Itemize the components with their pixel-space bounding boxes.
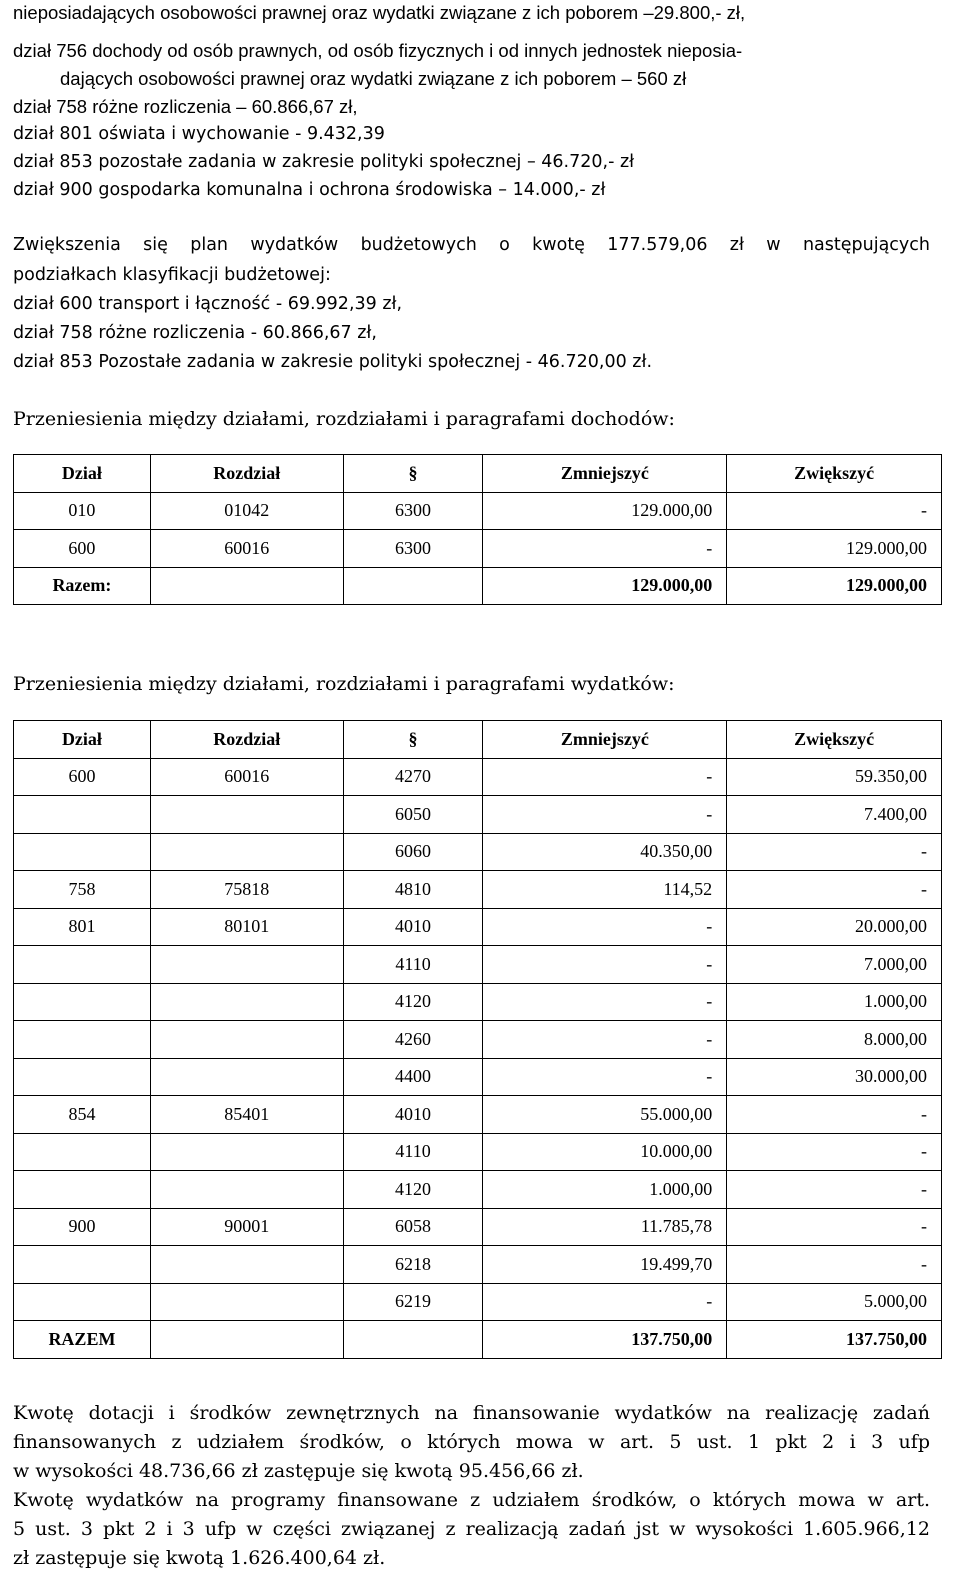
cell-rozdzial: 80101 bbox=[150, 908, 343, 946]
header-paragraph: § bbox=[343, 455, 483, 493]
cell-dzial bbox=[14, 833, 151, 871]
total-label: RAZEM bbox=[14, 1321, 151, 1359]
cell-zwiekszyc: - bbox=[727, 492, 942, 530]
cell-dzial: 900 bbox=[14, 1208, 151, 1246]
expense-table bbox=[13, 720, 942, 1359]
cell-zwiekszyc: - bbox=[727, 1171, 942, 1209]
closing-p2-line-2: 5 ust. 3 pkt 2 i 3 ufp w części związanej z realizacją zadań jst w wysokości 1.605.966,12 bbox=[13, 1518, 930, 1540]
closing-paragraph-1 bbox=[13, 1399, 930, 1486]
cell-rozdzial: 75818 bbox=[150, 871, 343, 909]
cell-empty bbox=[343, 567, 483, 605]
table-row bbox=[14, 1208, 942, 1246]
header-paragraph: § bbox=[343, 721, 483, 759]
cell-dzial: 600 bbox=[14, 530, 151, 568]
cell-empty bbox=[343, 1321, 483, 1359]
cell-zmniejszyc: - bbox=[483, 796, 727, 834]
cell-zwiekszyc: 59.350,00 bbox=[727, 758, 942, 796]
cell-dzial bbox=[14, 1058, 151, 1096]
intro-line-3: dających osobowości prawnej oraz wydatki związane z ich poborem – 560 zł bbox=[60, 68, 687, 89]
total-zmniejszyc: 137.750,00 bbox=[483, 1321, 727, 1359]
table-row bbox=[14, 983, 942, 1021]
cell-dzial bbox=[14, 1283, 151, 1321]
cell-zwiekszyc: - bbox=[727, 1208, 942, 1246]
cell-paragraph: 4110 bbox=[343, 1133, 483, 1171]
cell-paragraph: 6219 bbox=[343, 1283, 483, 1321]
table-row bbox=[14, 492, 942, 530]
table-row bbox=[14, 530, 942, 568]
cell-zmniejszyc: 55.000,00 bbox=[483, 1096, 727, 1134]
cell-dzial: 854 bbox=[14, 1096, 151, 1134]
cell-zmniejszyc: 129.000,00 bbox=[483, 492, 727, 530]
header-zwiekszyc: Zwiększyć bbox=[727, 455, 942, 493]
cell-rozdzial bbox=[150, 1171, 343, 1209]
cell-empty bbox=[150, 567, 343, 605]
table-row bbox=[14, 1021, 942, 1059]
cell-zmniejszyc: 10.000,00 bbox=[483, 1133, 727, 1171]
table-row bbox=[14, 1283, 942, 1321]
cell-zwiekszyc: - bbox=[727, 833, 942, 871]
cell-dzial bbox=[14, 1246, 151, 1284]
header-rozdzial: Rozdział bbox=[150, 721, 343, 759]
cell-zmniejszyc: - bbox=[483, 946, 727, 984]
cell-zmniejszyc: - bbox=[483, 908, 727, 946]
intro-line-5: dział 801 oświata i wychowanie - 9.432,39 bbox=[13, 124, 385, 144]
cell-zmniejszyc: - bbox=[483, 1021, 727, 1059]
cell-zmniejszyc: - bbox=[483, 758, 727, 796]
cell-dzial bbox=[14, 796, 151, 834]
income-header-row bbox=[14, 455, 942, 493]
income-heading: Przeniesienia między działami, rozdziałami i paragrafami dochodów: bbox=[13, 408, 675, 430]
cell-empty bbox=[150, 1321, 343, 1359]
increase-item-600: dział 600 transport i łączność - 69.992,39 zł, bbox=[13, 294, 403, 314]
cell-rozdzial: 60016 bbox=[150, 530, 343, 568]
cell-dzial bbox=[14, 1133, 151, 1171]
total-zwiekszyc: 129.000,00 bbox=[727, 567, 942, 605]
table-row bbox=[14, 1171, 942, 1209]
closing-paragraph-2 bbox=[13, 1486, 930, 1573]
table-row bbox=[14, 1246, 942, 1284]
cell-zwiekszyc: - bbox=[727, 871, 942, 909]
closing-p2-line-3: zł zastępuje się kwotą 1.626.400,64 zł. bbox=[13, 1547, 386, 1569]
cell-paragraph: 4110 bbox=[343, 946, 483, 984]
table-row bbox=[14, 796, 942, 834]
cell-dzial: 801 bbox=[14, 908, 151, 946]
cell-rozdzial bbox=[150, 833, 343, 871]
header-zmniejszyc: Zmniejszyć bbox=[483, 721, 727, 759]
cell-paragraph: 4010 bbox=[343, 1096, 483, 1134]
cell-dzial bbox=[14, 983, 151, 1021]
cell-rozdzial bbox=[150, 983, 343, 1021]
closing-p1-line-3: w wysokości 48.736,66 zł zastępuje się kwotą 95.456,66 zł. bbox=[13, 1460, 584, 1482]
header-dzial: Dział bbox=[14, 721, 151, 759]
total-zwiekszyc: 137.750,00 bbox=[727, 1321, 942, 1359]
table-row bbox=[14, 946, 942, 984]
expense-heading: Przeniesienia między działami, rozdziałami i paragrafami wydatków: bbox=[13, 673, 675, 695]
closing-p1-line-2: finansowanych z udziałem środków, o których mowa w art. 5 ust. 1 pkt 2 i 3 ufp bbox=[13, 1431, 930, 1453]
increase-line-2: podziałkach klasyfikacji budżetowej: bbox=[13, 265, 331, 285]
cell-paragraph: 6058 bbox=[343, 1208, 483, 1246]
cell-zwiekszyc: 7.400,00 bbox=[727, 796, 942, 834]
cell-zmniejszyc: 114,52 bbox=[483, 871, 727, 909]
table-row bbox=[14, 833, 942, 871]
cell-zmniejszyc: 19.499,70 bbox=[483, 1246, 727, 1284]
cell-paragraph: 6218 bbox=[343, 1246, 483, 1284]
intro-line-6: dział 853 pozostałe zadania w zakresie polityki społecznej – 46.720,- zł bbox=[13, 152, 635, 172]
cell-rozdzial bbox=[150, 1133, 343, 1171]
cell-rozdzial bbox=[150, 1246, 343, 1284]
cell-rozdzial bbox=[150, 1058, 343, 1096]
table-row bbox=[14, 1058, 942, 1096]
header-zwiekszyc: Zwiększyć bbox=[727, 721, 942, 759]
cell-dzial: 758 bbox=[14, 871, 151, 909]
cell-paragraph: 4400 bbox=[343, 1058, 483, 1096]
cell-zmniejszyc: 1.000,00 bbox=[483, 1171, 727, 1209]
table-row bbox=[14, 908, 942, 946]
table-row bbox=[14, 758, 942, 796]
intro-line-4: dział 758 różne rozliczenia – 60.866,67 zł, bbox=[13, 96, 358, 117]
cell-zwiekszyc: 30.000,00 bbox=[727, 1058, 942, 1096]
cell-zwiekszyc: 20.000,00 bbox=[727, 908, 942, 946]
cell-rozdzial bbox=[150, 1283, 343, 1321]
cell-dzial: 600 bbox=[14, 758, 151, 796]
cell-zwiekszyc: 8.000,00 bbox=[727, 1021, 942, 1059]
cell-dzial bbox=[14, 1021, 151, 1059]
cell-zmniejszyc: - bbox=[483, 1058, 727, 1096]
cell-paragraph: 4010 bbox=[343, 908, 483, 946]
header-rozdzial: Rozdział bbox=[150, 455, 343, 493]
cell-zmniejszyc: - bbox=[483, 983, 727, 1021]
cell-paragraph: 4260 bbox=[343, 1021, 483, 1059]
increase-line-1: Zwiększenia się plan wydatków budżetowych o kwotę 177.579,06 zł w następujących bbox=[13, 235, 930, 255]
cell-rozdzial: 60016 bbox=[150, 758, 343, 796]
table-row bbox=[14, 1133, 942, 1171]
income-table bbox=[13, 454, 942, 605]
income-total-row bbox=[14, 567, 942, 605]
cell-zwiekszyc: 5.000,00 bbox=[727, 1283, 942, 1321]
cell-paragraph: 4120 bbox=[343, 983, 483, 1021]
header-zmniejszyc: Zmniejszyć bbox=[483, 455, 727, 493]
cell-rozdzial bbox=[150, 946, 343, 984]
cell-zwiekszyc: 129.000,00 bbox=[727, 530, 942, 568]
cell-rozdzial bbox=[150, 1021, 343, 1059]
intro-line-7: dział 900 gospodarka komunalna i ochrona środowiska – 14.000,- zł bbox=[13, 180, 606, 200]
cell-dzial bbox=[14, 1171, 151, 1209]
cell-zmniejszyc: - bbox=[483, 530, 727, 568]
header-dzial: Dział bbox=[14, 455, 151, 493]
cell-rozdzial: 85401 bbox=[150, 1096, 343, 1134]
cell-rozdzial: 90001 bbox=[150, 1208, 343, 1246]
expense-total-row bbox=[14, 1321, 942, 1359]
intro-line-2: dział 756 dochody od osób prawnych, od osób fizycznych i od innych jednostek nieposia- bbox=[13, 40, 743, 61]
cell-zwiekszyc: - bbox=[727, 1096, 942, 1134]
cell-paragraph: 4270 bbox=[343, 758, 483, 796]
increase-item-853: dział 853 Pozostałe zadania w zakresie polityki społecznej - 46.720,00 zł. bbox=[13, 352, 653, 372]
cell-paragraph: 4120 bbox=[343, 1171, 483, 1209]
cell-zmniejszyc: 40.350,00 bbox=[483, 833, 727, 871]
cell-zwiekszyc: - bbox=[727, 1133, 942, 1171]
increase-paragraph bbox=[13, 234, 930, 256]
expense-header-row bbox=[14, 721, 942, 759]
cell-paragraph: 4810 bbox=[343, 871, 483, 909]
cell-rozdzial: 01042 bbox=[150, 492, 343, 530]
total-zmniejszyc: 129.000,00 bbox=[483, 567, 727, 605]
cell-dzial: 010 bbox=[14, 492, 151, 530]
closing-p2-line-1: Kwotę wydatków na programy finansowane z udziałem środków, o których mowa w art. bbox=[13, 1489, 930, 1511]
cell-zwiekszyc: - bbox=[727, 1246, 942, 1284]
cell-paragraph: 6060 bbox=[343, 833, 483, 871]
cell-dzial bbox=[14, 946, 151, 984]
cell-zmniejszyc: 11.785,78 bbox=[483, 1208, 727, 1246]
increase-item-758: dział 758 różne rozliczenia - 60.866,67 zł, bbox=[13, 323, 377, 343]
cell-paragraph: 6300 bbox=[343, 530, 483, 568]
table-row bbox=[14, 871, 942, 909]
cell-zmniejszyc: - bbox=[483, 1283, 727, 1321]
cell-zwiekszyc: 7.000,00 bbox=[727, 946, 942, 984]
intro-line-1: nieposiadających osobowości prawnej oraz wydatki związane z ich poborem –29.800,- zł, bbox=[13, 2, 746, 23]
total-label: Razem: bbox=[14, 567, 151, 605]
cell-zwiekszyc: 1.000,00 bbox=[727, 983, 942, 1021]
table-row bbox=[14, 1096, 942, 1134]
cell-paragraph: 6300 bbox=[343, 492, 483, 530]
cell-paragraph: 6050 bbox=[343, 796, 483, 834]
closing-p1-line-1: Kwotę dotacji i środków zewnętrznych na finansowanie wydatków na realizację zadań bbox=[13, 1402, 930, 1424]
cell-rozdzial bbox=[150, 796, 343, 834]
